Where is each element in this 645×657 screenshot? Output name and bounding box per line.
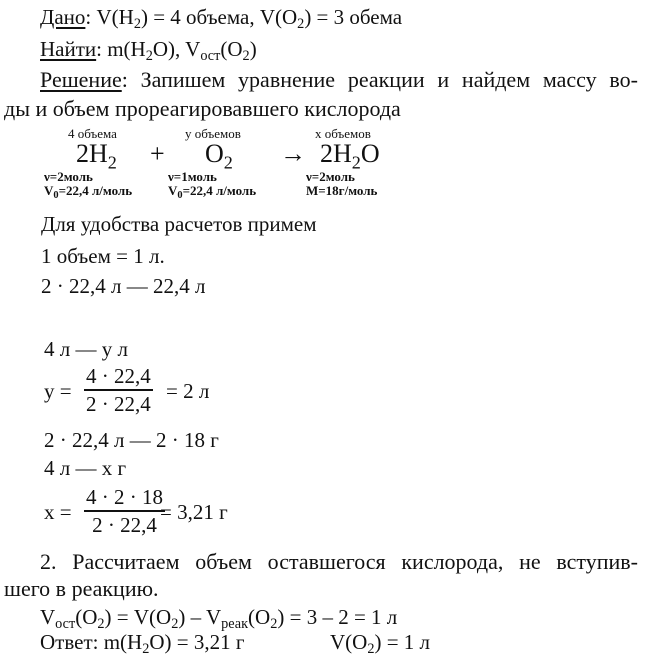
given-line: Дано: $V(H_2) = 4$ объема, $V(O_2) = 3$ обема (40, 5, 403, 32)
answer-mass: Ответ: $m(H_2O) = 3,21$ г (40, 630, 245, 657)
reactant2-molar-volume: $V_0=22,4$ л/моль (168, 183, 257, 202)
remaining-oxygen-formula: $V_{ост}(O_2) = V(O_2) - V_{реак}(O_2) = 3 - 2 = 1$ л (40, 605, 398, 632)
product-formula: $2H_2O$ (320, 139, 380, 173)
product-molar-mass: M=18г/моль (306, 183, 378, 198)
calc-ratio-4: 4 л — х г (44, 456, 127, 480)
reactant1-molar-volume: $V_0=22,4$ л/моль (44, 183, 133, 202)
find-label: Найти (40, 37, 97, 61)
reactant2-volume: у объемов (185, 126, 241, 141)
calc-intro: Для удобства расчетов примем (41, 212, 317, 236)
find-line: Найти: $m(H_2O)$, $V_{ост}(O_2)$ (40, 37, 257, 64)
reactant1-moles: ν=2моль (44, 169, 93, 184)
step2-line-1: 2. Рассчитаем объем оставшегося кислорода, не вступив- (40, 549, 638, 574)
product-moles: ν=2моль (306, 169, 355, 184)
solution-line-1: Решение: Запишем уравнение реакции и найдем массу во- (40, 67, 638, 92)
reactant2-moles: ν=1моль (168, 169, 217, 184)
reaction-arrow: → (280, 139, 306, 168)
calc-ratio-1: 2 · 22,4 л — 22,4 л (41, 274, 206, 298)
answer-volume: $V(O_2) = 1$ л (330, 630, 431, 657)
y-fraction: $\frac{4 \cdot 22,4}{2 \cdot 22,4}$ (86, 364, 151, 416)
calc-ratio-2: 4 л — у л (44, 337, 128, 361)
calc-assume: 1 объем = 1 л. (41, 244, 165, 268)
product-volume: х объемов (315, 126, 371, 141)
reactant2-formula: $O_2$ (205, 139, 233, 173)
reactant1-formula: $2H_2$ (76, 139, 117, 173)
given-label: Дано (40, 5, 86, 29)
plus-sign: + (150, 139, 165, 168)
solution-label: Решение (40, 67, 122, 92)
calc-ratio-3: 2 · 22,4 л — 2 · 18 г (44, 428, 219, 452)
answer-line (40, 630, 245, 657)
solution-line-2: ды и объем прореагировавшего кислорода (4, 96, 401, 121)
x-fraction: $\frac{4 \cdot 2 \cdot 18}{2 \cdot 22,4}$ (86, 485, 163, 537)
reactant1-volume: 4 объема (68, 126, 117, 141)
step2-line-2: шего в реакцию. (4, 576, 159, 601)
